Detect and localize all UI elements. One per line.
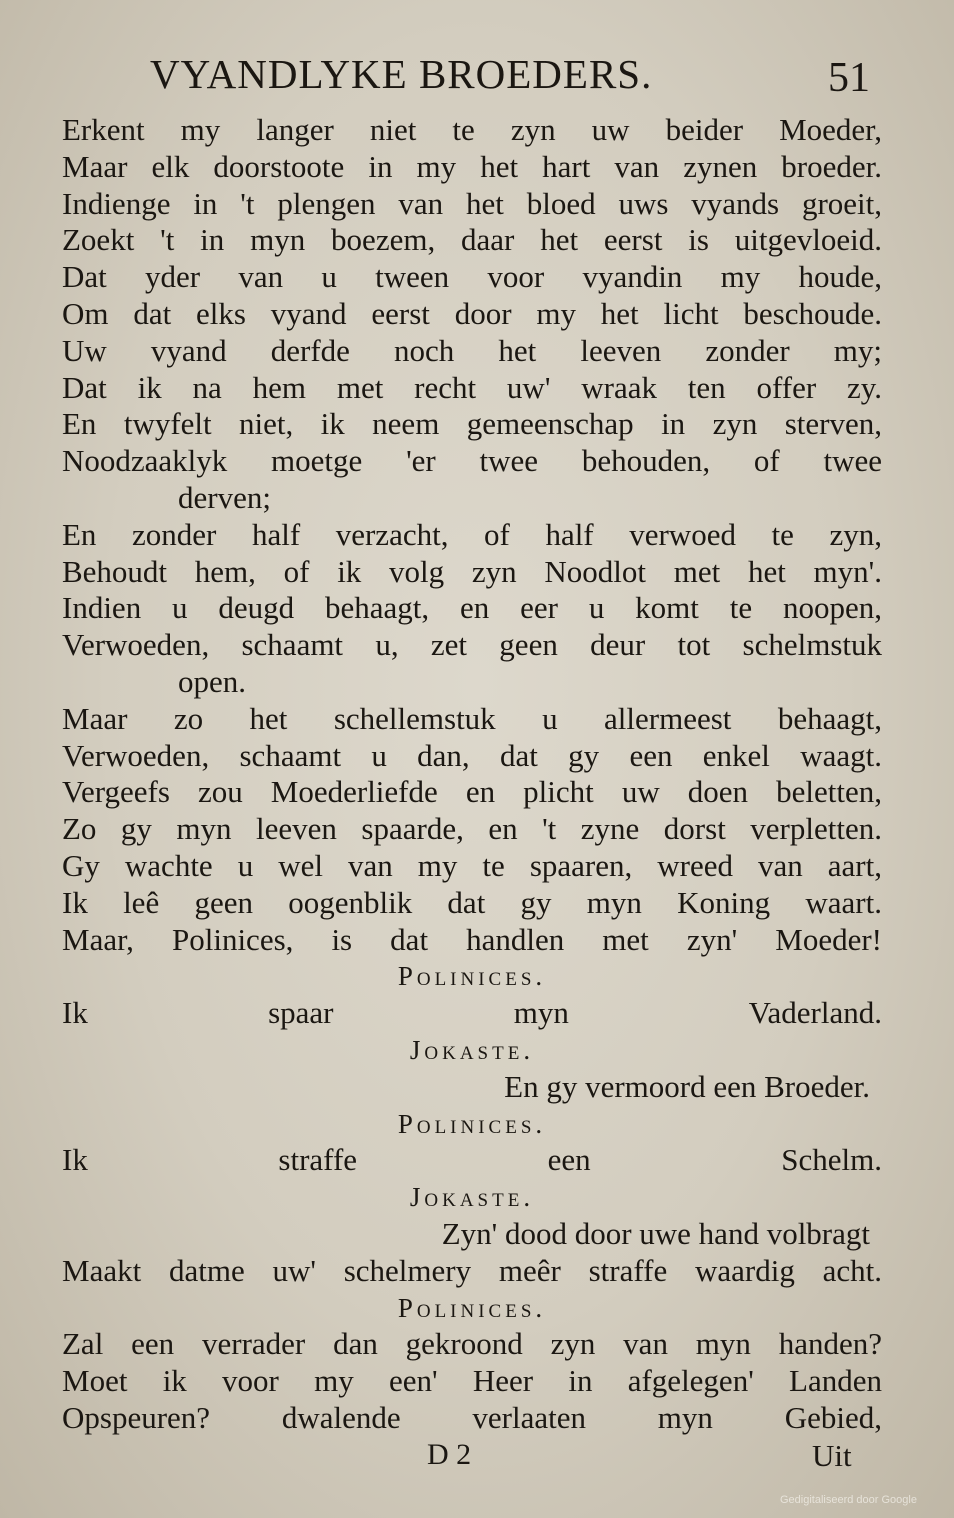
digitization-watermark: Gedigitaliseerd door Google — [780, 1494, 917, 1506]
verse-line: Maakt datme uw' schelmery meêr straffe waardig acht. — [62, 1252, 882, 1288]
verse-line: Zal een verrader dan gekroond zyn van myn handen? — [62, 1326, 882, 1362]
speaker-name: Polinices. — [397, 1108, 547, 1139]
verse-line: En gy vermoord een Broeder. — [504, 1068, 870, 1104]
verse-line: Indienge in 't plengen van het bloed uws vyands groeit, — [62, 185, 882, 221]
speaker-name: Polinices. — [397, 961, 547, 992]
verse-line: Behoudt hem, of ik volg zyn Noodlot met het myn'. — [62, 553, 882, 589]
page-footer — [0, 1438, 954, 1478]
verse-line: Zyn' dood door uwe hand volbragt — [441, 1215, 870, 1251]
verse-line: Erkent my langer niet te zyn uw beider Moeder, — [62, 112, 882, 147]
verse-line: Om dat elks vyand eerst door my het licht beschoude. — [62, 295, 882, 331]
running-title: VYANDLYKE BROEDERS. — [150, 51, 653, 97]
speaker-name: Jokaste. — [409, 1034, 535, 1065]
verse-line: Indien u deugd behaagt, en eer u komt te noopen, — [62, 590, 882, 626]
verse-line: En zonder half verzacht, of half verwoed te zyn, — [62, 516, 882, 552]
page-number: 51 — [828, 55, 870, 101]
page-header — [0, 50, 954, 106]
signature-mark: D 2 — [427, 1438, 472, 1471]
verse-line: Ik spaar myn Vaderland. — [62, 995, 882, 1031]
verse-line: Moet ik voor my een' Heer in afgelegen' Landen — [62, 1363, 882, 1399]
verse-line: Maar zo het schellemstuk u allermeest behaagt, — [62, 700, 882, 736]
verse-line: Noodzaaklyk moetge 'er twee behouden, of twee — [62, 443, 882, 479]
verse-line: Maar elk doorstoote in my het hart van zynen broeder. — [62, 148, 882, 184]
verse-line: derven; — [178, 479, 271, 515]
verse-line: Opspeuren? dwalende verlaaten myn Gebied, — [62, 1399, 882, 1435]
verse-text — [62, 112, 882, 1437]
verse-line: Uw vyand derfde noch het leeven zonder my; — [62, 332, 882, 368]
verse-line: Zo gy myn leeven spaarde, en 't zyne dorst verpletten. — [62, 811, 882, 847]
verse-line: open. — [178, 663, 247, 699]
verse-line: Zoekt 't in myn boezem, daar het eerst is uitgevloeid. — [62, 222, 882, 258]
verse-line: Dat yder van u tween voor vyandin my houde, — [62, 259, 882, 295]
speaker-name: Jokaste. — [409, 1182, 535, 1213]
verse-line: Ik leê geen oogenblik dat gy myn Koning waart. — [62, 884, 882, 920]
verse-line: Maar, Polinices, is dat handlen met zyn' Moeder! — [62, 921, 882, 957]
verse-line: Verwoeden, schaamt u dan, dat gy een enkel waagt. — [62, 737, 882, 773]
speaker-name: Polinices. — [397, 1292, 547, 1323]
verse-line: Gy wachte u wel van my te spaaren, wreed van aart, — [62, 847, 882, 883]
verse-line: En twyfelt niet, ik neem gemeenschap in zyn sterven, — [62, 406, 882, 442]
catchword: Uit — [812, 1438, 852, 1473]
verse-line: Vergeefs zou Moederliefde en plicht uw doen beletten, — [62, 774, 882, 810]
verse-line: Verwoeden, schaamt u, zet geen deur tot schelmstuk — [62, 627, 882, 663]
verse-line: Dat ik na hem met recht uw' wraak ten offer zy. — [62, 369, 882, 405]
verse-line: Ik straffe een Schelm. — [62, 1142, 882, 1178]
